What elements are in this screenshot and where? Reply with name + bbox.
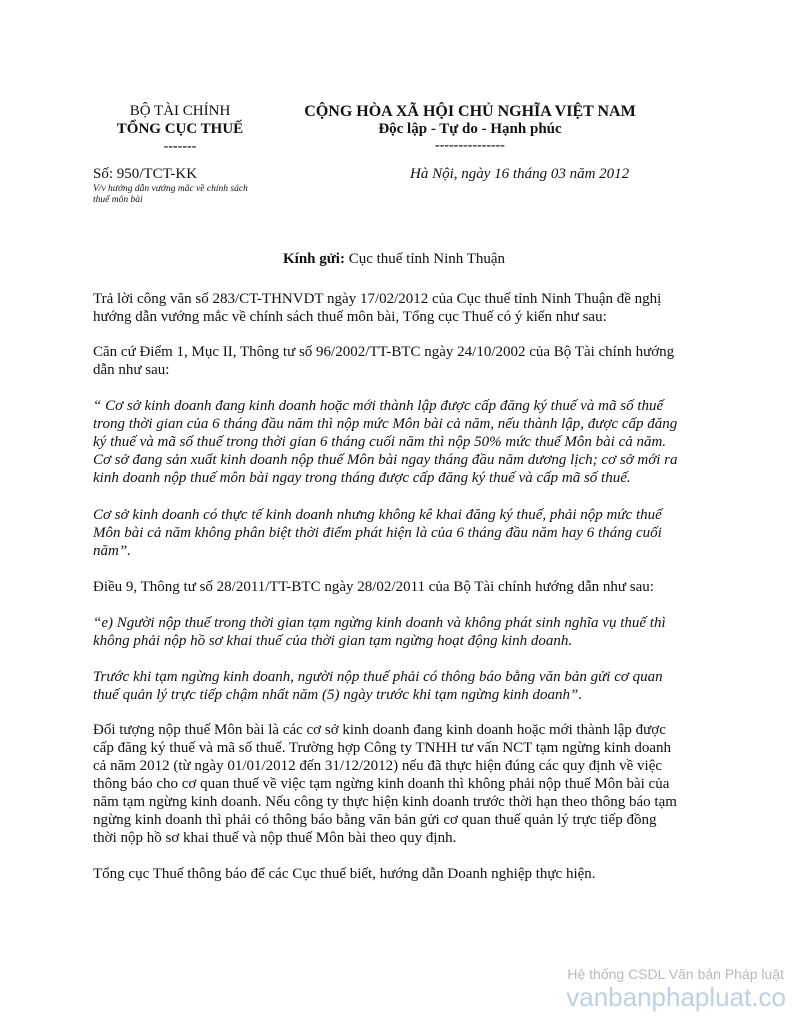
text-line: “ Cơ sở kinh doanh đang kinh doanh hoặc mới thành lập được cấp đăng ký thuế và mã số thuế bbox=[93, 398, 664, 414]
text-line: “e) Người nộp thuế trong thời gian tạm ngừng kinh doanh và không phát sinh nghĩa vụ thuế thì bbox=[93, 615, 666, 631]
country-name: CỘNG HÒA XÃ HỘI CHỦ NGHĨA VIỆT NAM bbox=[304, 103, 636, 120]
watermark-caption: Hệ thống CSDL Văn bản Pháp luật bbox=[567, 966, 784, 982]
text-line: hướng dẫn vướng mắc về chính sách thuế môn bài, Tổng cục Thuế có ý kiến như sau: bbox=[93, 309, 607, 325]
text-line: cấp đăng ký thuế và mã số thuế. Trường hợp Công ty TNHH tư vấn NCT tạm ngừng kinh doanh bbox=[93, 740, 671, 756]
text-line: Đối tượng nộp thuế Môn bài là các cơ sở kinh doanh đang kinh doanh hoặc mới thành lập được bbox=[93, 722, 666, 738]
text-line: Điều 9, Thông tư số 28/2011/TT-BTC ngày 28/02/2011 của Bộ Tài chính hướng dẫn như sau: bbox=[93, 579, 654, 595]
subject-line-1: V/v hướng dẫn vướng mắc về chính sách bbox=[93, 184, 248, 194]
left-divider: ------- bbox=[163, 139, 197, 154]
text-line: Trước khi tạm ngừng kinh doanh, người nộp thuế phải có thông báo bằng văn bản gửi cơ quan bbox=[93, 669, 663, 685]
paragraph-legal-basis-1 bbox=[93, 343, 674, 379]
text-line: dẫn như sau: bbox=[93, 362, 170, 378]
paragraph-quote-4 bbox=[93, 668, 663, 704]
recipient bbox=[283, 250, 505, 268]
text-line: Căn cứ Điểm 1, Mục II, Thông tư số 96/2002/TT-BTC ngày 24/10/2002 của Bộ Tài chính hướng bbox=[93, 344, 675, 360]
text-line: Môn bài cả năm không phân biệt thời điểm phát hiện là của 6 tháng đầu năm hay 6 tháng cuối bbox=[93, 525, 662, 541]
department-name: TỔNG CỤC THUẾ bbox=[116, 121, 244, 137]
paragraph-closing bbox=[93, 865, 596, 883]
paragraph-conclusion bbox=[93, 721, 677, 847]
place-date: Hà Nội, ngày 16 tháng 03 năm 2012 bbox=[410, 166, 630, 182]
text-line: kinh doanh nộp thuế môn bài ngay trong tháng được cấp đăng ký thuế và cấp mã số thuế. bbox=[93, 470, 631, 486]
text-line: thời nộp hồ sơ khai thuế và nộp thuế Môn bài theo quy định. bbox=[93, 830, 457, 846]
text-line: năm tạm ngừng kinh doanh. Nếu công ty thực hiện kinh doanh trước thời hạn theo thông báo tạm bbox=[93, 794, 677, 810]
document-number: Số: 950/TCT-KK bbox=[93, 166, 198, 182]
national-motto: Độc lập - Tự do - Hạnh phúc bbox=[378, 121, 562, 137]
text-line: Tổng cục Thuế thông báo để các Cục thuế biết, hướng dẫn Doanh nghiệp thực hiện. bbox=[93, 866, 596, 882]
watermark-site: vanbanphapluat.co bbox=[566, 982, 786, 1012]
right-divider: --------------- bbox=[435, 138, 505, 153]
recipient-name: Cục thuế tỉnh Ninh Thuận bbox=[348, 251, 506, 267]
paragraph-reply bbox=[93, 290, 661, 326]
text-line: ngừng kinh doanh thì phải có thông báo bằng văn bản gửi cơ quan thuế quản lý trực tiếp đồng bbox=[93, 812, 657, 828]
text-line: thông báo cho cơ quan thuế về việc tạm ngừng kinh doanh thì không phải nộp thuế Môn bài của bbox=[93, 776, 670, 792]
text-line: Trả lời công văn số 283/CT-THNVDT ngày 17/02/2012 của Cục thuế tỉnh Ninh Thuận đề nghị bbox=[93, 291, 662, 307]
text-line: ký thuế và mã số thuế trong thời gian 6 tháng cuối năm thì nộp 50% mức thuế Môn bài cả năm. bbox=[93, 434, 667, 450]
subject-line-2: thuế môn bài bbox=[93, 195, 143, 205]
recipient-label: Kính gửi: bbox=[283, 251, 345, 267]
text-line: cả năm 2012 (từ ngày 01/01/2012 đến 31/12/2012) nếu đã thực hiện đúng các quy định về việc bbox=[93, 758, 663, 774]
paragraph-quote-1 bbox=[93, 397, 678, 487]
paragraph-quote-3 bbox=[93, 614, 666, 650]
text-line: Cơ sở đang sản xuất kinh doanh nộp thuế Môn bài ngay tháng đầu năm dương lịch; cơ sở mới ra bbox=[93, 452, 678, 468]
paragraph-quote-2 bbox=[93, 506, 662, 560]
ministry-name: BỘ TÀI CHÍNH bbox=[129, 103, 231, 119]
paragraph-legal-basis-2 bbox=[93, 578, 654, 596]
text-line: Cơ sở kinh doanh có thực tế kinh doanh nhưng không kê khai đăng ký thuế, phải nộp mức thuế bbox=[93, 507, 662, 523]
text-line: trong thời gian của 6 tháng đầu năm thì nộp mức Môn bài cả năm, nếu thành lập, được cấp đăng bbox=[93, 416, 678, 432]
text-line: không phải nộp hồ sơ khai thuế của thời gian tạm ngừng hoạt động kinh doanh. bbox=[93, 633, 573, 649]
text-line: năm”. bbox=[93, 543, 131, 559]
text-line: thuế quản lý trực tiếp chậm nhất năm (5) ngày trước khi tạm ngừng kinh doanh”. bbox=[93, 687, 583, 703]
